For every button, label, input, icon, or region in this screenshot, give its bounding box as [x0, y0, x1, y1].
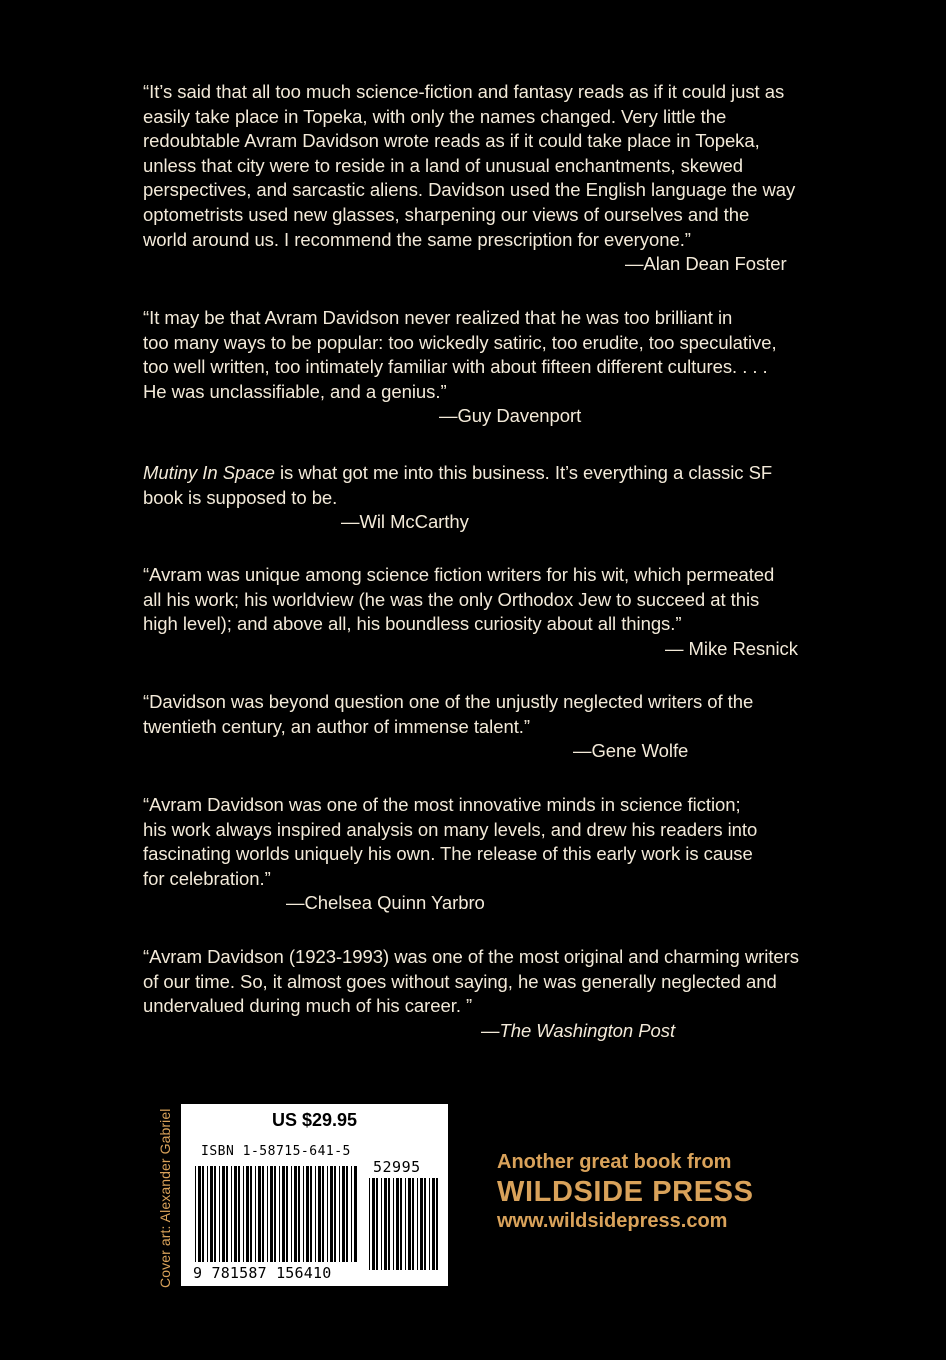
barcode-bar — [393, 1178, 394, 1270]
barcode-bar — [195, 1166, 196, 1262]
price-label: US $29.95 — [271, 1110, 358, 1130]
blurb-line: “Avram Davidson was one of the most innovative minds in science fiction; — [143, 794, 741, 815]
barcode-bar — [330, 1166, 333, 1262]
blurb-line: all his work; his worldview (he was the only Orthodox Jew to succeed at this — [143, 588, 760, 610]
blurb-line: “Avram was unique among science fiction writers for his wit, which permeated — [143, 564, 775, 585]
cover-art-credit: Cover art: Alexander Gabriel — [157, 1108, 173, 1288]
blurb-text — [143, 563, 833, 637]
blurb-line: for celebration.” — [143, 867, 271, 889]
barcode-bar — [198, 1166, 201, 1262]
publisher-name: WILDSIDE PRESS — [497, 1176, 754, 1208]
blurb-attribution: —Guy Davenport — [439, 405, 582, 427]
publisher-url: www.wildsidepress.com — [497, 1210, 728, 1232]
barcode-bar — [432, 1178, 435, 1270]
blurb-line: of our time. So, it almost goes without saying, he was generally neglected and — [143, 970, 777, 992]
blurb-line: perspectives, and sarcastic aliens. Davidson used the English language the way — [143, 179, 796, 201]
addon-barcode — [369, 1178, 439, 1270]
barcode-bar — [250, 1166, 252, 1262]
barcode-bar — [262, 1166, 264, 1262]
barcode-bar — [417, 1178, 418, 1270]
isbn-number: ISBN 1-58715-641-5 — [201, 1144, 351, 1159]
publisher-block — [497, 1150, 754, 1232]
ean-digits: 9 781587 156410 — [193, 1264, 332, 1282]
blurb-line: redoubtable Avram Davidson wrote reads as if it could take place in Topeka, — [143, 130, 760, 152]
blurb-attribution: —Chelsea Quinn Yarbro — [286, 892, 485, 914]
blurb-text — [143, 306, 833, 404]
ean-barcode — [195, 1166, 358, 1262]
blurb-attribution: —Wil McCarthy — [341, 511, 469, 533]
barcode-bar — [412, 1178, 414, 1270]
blurb-line: “It’s said that all too much science-fiction and fantasy reads as if it could just as — [143, 81, 785, 102]
blurb-mike-resnick — [143, 563, 833, 661]
barcode-bar — [436, 1178, 438, 1270]
blurb-line: unless that city were to reside in a land of unusual enchantments, skewed — [143, 154, 744, 176]
barcode-label — [181, 1104, 448, 1286]
barcode-bar — [255, 1166, 256, 1262]
barcode-bar — [346, 1166, 348, 1262]
barcode-bar — [405, 1178, 406, 1270]
attribution-dash: — — [481, 1019, 500, 1041]
blurb-attribution — [143, 1019, 833, 1044]
blurb-line: twentieth century, an author of immense talent.” — [143, 715, 530, 737]
blurb-attribution: — Mike Resnick — [665, 637, 798, 659]
barcode-bar — [384, 1178, 387, 1270]
blurb-line: undervalued during much of his career. ” — [143, 995, 473, 1017]
barcode-bar — [267, 1166, 268, 1262]
blurb-text — [143, 80, 833, 252]
barcode-bar — [210, 1166, 213, 1262]
blurb-line: high level); and above all, his boundless curiosity about all things.” — [143, 613, 682, 635]
barcode-bar — [342, 1166, 345, 1262]
blurb-line: optometrists used new glasses, sharpening our views of ourselves and the — [143, 203, 750, 225]
barcode-bar — [420, 1178, 423, 1270]
barcode-bar — [202, 1166, 204, 1262]
barcode-bar — [286, 1166, 288, 1262]
barcode-bar — [282, 1166, 285, 1262]
barcode-bar — [294, 1166, 297, 1262]
barcode-bar — [369, 1178, 370, 1270]
barcode-bar — [354, 1166, 357, 1262]
blurb-chelsea-quinn-yarbro — [143, 793, 833, 916]
blurb-text — [143, 690, 833, 739]
barcode-bar — [388, 1178, 390, 1270]
blurb-text — [143, 461, 833, 510]
barcode-bar — [322, 1166, 324, 1262]
barcode-bar — [318, 1166, 321, 1262]
barcode-bar — [207, 1166, 208, 1262]
barcode-bar — [291, 1166, 292, 1262]
barcode-bar — [310, 1166, 312, 1262]
barcode-bar — [327, 1166, 328, 1262]
barcode-bar — [222, 1166, 225, 1262]
blurb-alan-dean-foster — [143, 80, 833, 277]
blurb-line: too many ways to be popular: too wickedly satiric, too erudite, too speculative, — [143, 331, 777, 353]
blurb-attribution: —Gene Wolfe — [573, 740, 689, 762]
blurb-line: his work always inspired analysis on many levels, and drew his readers into — [143, 818, 758, 840]
blurb-washington-post — [143, 945, 833, 1043]
barcode-bar — [243, 1166, 244, 1262]
price-addon-code: 52995 — [373, 1158, 421, 1176]
blurb-line: “Davidson was beyond question one of the unjustly neglected writers of the — [143, 691, 754, 712]
barcode-bar — [429, 1178, 430, 1270]
barcode-bar — [400, 1178, 402, 1270]
barcode-bar — [298, 1166, 300, 1262]
barcode-bar — [234, 1166, 237, 1262]
blurb-line: “Avram Davidson (1923-1993) was one of the most original and charming writers — [143, 946, 799, 967]
barcode-bar — [372, 1178, 375, 1270]
blurb-line: He was unclassifiable, and a genius.” — [143, 380, 447, 402]
blurb-gene-wolfe — [143, 690, 833, 764]
barcode-bar — [279, 1166, 280, 1262]
blurb-wil-mccarthy — [143, 461, 833, 535]
barcode-bar — [315, 1166, 316, 1262]
blurb-attribution: —Alan Dean Foster — [625, 253, 787, 275]
barcode-bar — [351, 1166, 352, 1262]
barcode-bar — [246, 1166, 249, 1262]
blurb-line: world around us. I recommend the same prescription for everyone.” — [143, 228, 691, 250]
barcode-bar — [231, 1166, 232, 1262]
blurb-text — [143, 945, 833, 1019]
barcode-bar — [219, 1166, 220, 1262]
blurb-line: “It may be that Avram Davidson never realized that he was too brilliant in — [143, 307, 733, 328]
blurb-line: fascinating worlds uniquely his own. The release of this early work is cause — [143, 843, 753, 865]
barcode-bar — [381, 1178, 382, 1270]
barcode-bar — [396, 1178, 399, 1270]
blurb-line: too well written, too intimately familiar with about fifteen different cultures. . . . — [143, 356, 768, 378]
blurb-text — [143, 793, 833, 891]
barcode-bar — [226, 1166, 228, 1262]
blurb-line: is what got me into this business. It’s everything a classic SF — [274, 462, 773, 483]
publisher-tagline: Another great book from — [497, 1151, 732, 1173]
barcode-bar — [376, 1178, 378, 1270]
barcode-bar — [238, 1166, 240, 1262]
barcode-bar — [334, 1166, 336, 1262]
barcode-bar — [303, 1166, 304, 1262]
blurb-guy-davenport — [143, 306, 833, 429]
blurb-line: easily take place in Topeka, with only the names changed. Very little the — [143, 105, 727, 127]
barcode-bar — [408, 1178, 411, 1270]
barcode-bar — [306, 1166, 309, 1262]
blurb-line: book is supposed to be. — [143, 486, 338, 508]
barcode-bar — [339, 1166, 340, 1262]
barcode-bar — [258, 1166, 261, 1262]
book-title: Mutiny In Space — [143, 462, 275, 483]
barcode-bar — [274, 1166, 276, 1262]
barcode-bar — [214, 1166, 216, 1262]
barcode-bar — [270, 1166, 273, 1262]
publication-name: The Washington Post — [499, 1019, 676, 1041]
barcode-bar — [424, 1178, 426, 1270]
